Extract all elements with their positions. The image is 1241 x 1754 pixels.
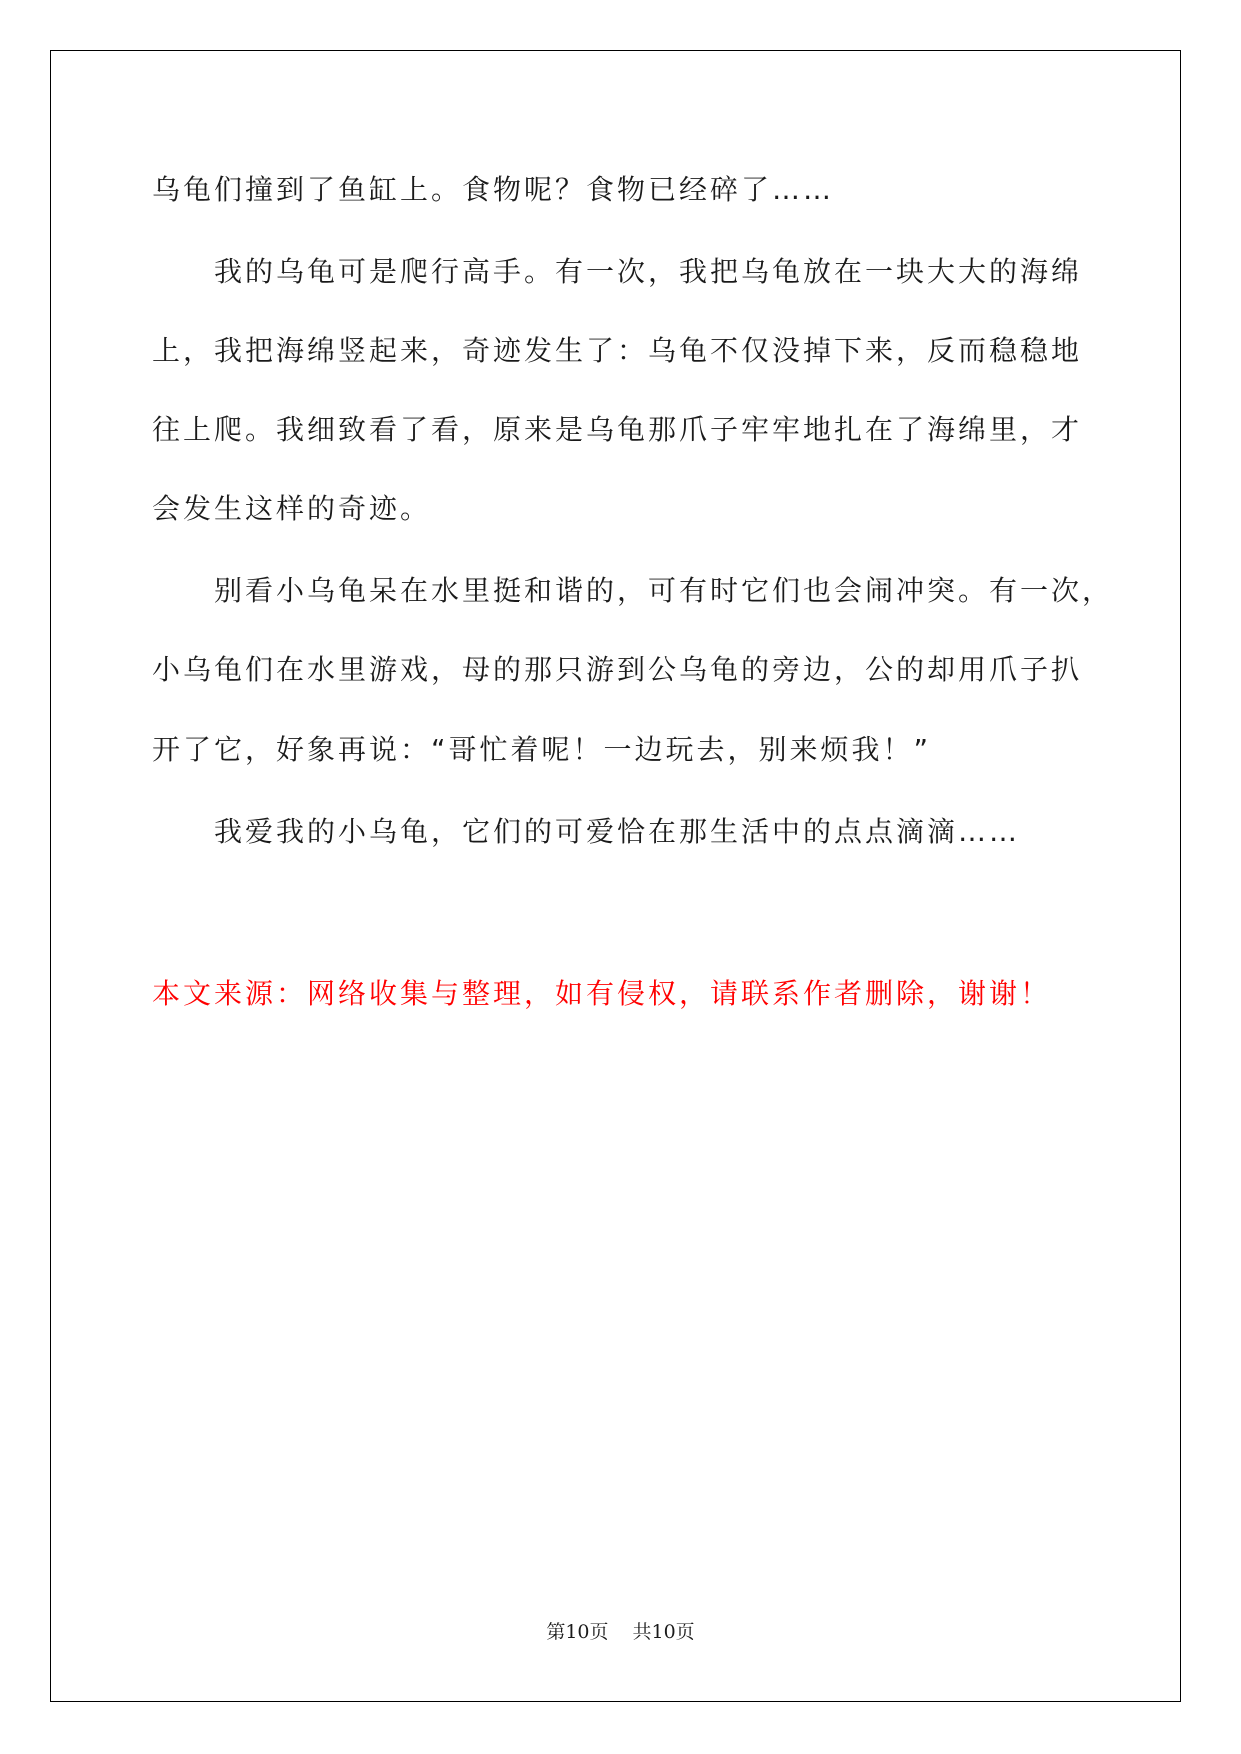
paragraph-3-line-2: 小乌龟们在水里游戏，母的那只游到公乌龟的旁边，公的却用爪子扒	[152, 653, 1083, 686]
paragraph-3-line-1: 别看小乌龟呆在水里挺和谐的，可有时它们也会闹冲突。有一次，	[214, 574, 1114, 607]
source-note: 本文来源：网络收集与整理，如有侵权，请联系作者删除，谢谢！	[152, 977, 1052, 1010]
paragraph-2-line-4: 会发生这样的奇迹。	[152, 492, 432, 525]
page-total: 共10页	[632, 1621, 695, 1643]
paragraph-4-line-1: 我爱我的小乌龟，它们的可爱恰在那生活中的点点滴滴……	[214, 815, 1021, 848]
paragraph-2-line-2: 上，我把海绵竖起来，奇迹发生了：乌龟不仅没掉下来，反而稳稳地	[152, 334, 1083, 367]
page-footer	[0, 1617, 1241, 1644]
paragraph-1-line-1: 乌龟们撞到了鱼缸上。食物呢？食物已经碎了……	[152, 173, 835, 206]
paragraph-2-line-3: 往上爬。我细致看了看，原来是乌龟那爪子牢牢地扎在了海绵里，才	[152, 413, 1083, 446]
page-border	[50, 50, 1181, 1702]
page-number: 第10页	[546, 1621, 609, 1643]
paragraph-3-line-3: 开了它，好象再说：“哥忙着呢！一边玩去，别来烦我！”	[152, 733, 932, 766]
paragraph-2-line-1: 我的乌龟可是爬行高手。有一次，我把乌龟放在一块大大的海绵	[214, 255, 1083, 288]
